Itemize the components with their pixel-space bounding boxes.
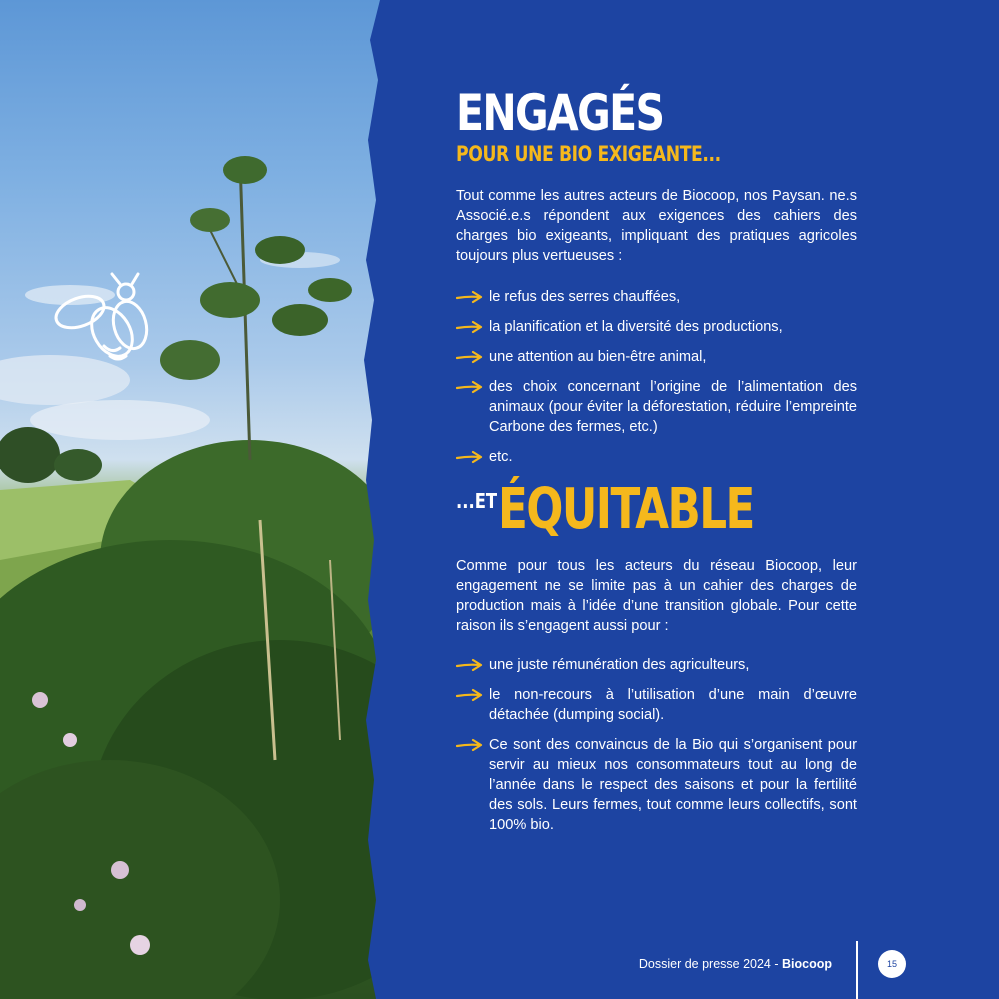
hedge-photo <box>0 0 400 999</box>
list-item-text: etc. <box>489 449 513 465</box>
list-item-text: le non-recours à l’utilisation d’une main d’œuvre détachée (dumping social). <box>489 687 857 723</box>
commitments-list <box>456 655 857 845</box>
arrow-icon <box>456 450 484 464</box>
list-item <box>456 655 857 675</box>
equitable-paragraph: Comme pour tous les acteurs du réseau Biocoop, leur engagement ne se limite pas à un cahier des charges de production mais à l’idée d’une transition globale. Pour cette raison ils s’engagent aussi pour : <box>456 558 857 634</box>
arrow-icon <box>456 320 484 334</box>
footer-divider <box>856 941 858 999</box>
torn-paper-edge <box>362 0 402 999</box>
footer-label <box>560 956 832 972</box>
arrow-icon <box>456 380 484 394</box>
list-item-text: la planification et la diversité des productions, <box>489 319 783 335</box>
section2-prefix: ...ET <box>456 489 498 513</box>
section-title: ENGAGÉS <box>456 84 664 142</box>
list-item <box>456 287 857 307</box>
list-item-text: Ce sont des convaincus de la Bio qui s’organisent pour servir au mieux nos consommateurs tout au long de l’année dans le respect des saisons et pour la fertilité des sols. Leurs fermes, tout comme leurs collectifs, sont 100% bio. <box>489 737 857 833</box>
intro-paragraph: Tout comme les autres acteurs de Biocoop, nos Paysan. ne.s Associé.e.s répondent aux exigences des cahiers des charges bio exigeants, impliquant des pratiques agricoles toujours plus vertueuses : <box>456 188 857 264</box>
section2-title: ÉQUITABLE <box>498 477 754 542</box>
arrow-icon <box>456 290 484 304</box>
arrow-icon <box>456 738 484 752</box>
list-item <box>456 377 857 437</box>
list-item <box>456 347 857 367</box>
requirements-list <box>456 287 857 477</box>
footer-text: Dossier de presse 2024 - <box>638 957 782 971</box>
list-item <box>456 317 857 337</box>
page-number: 15 <box>878 950 906 978</box>
arrow-icon <box>456 658 484 672</box>
list-item-text: des choix concernant l’origine de l’alimentation des animaux (pour éviter la déforestation, réduire l’empreinte Carbone des fermes, etc.) <box>489 379 857 435</box>
section-subtitle: POUR UNE BIO EXIGEANTE... <box>456 142 721 166</box>
list-item <box>456 735 857 835</box>
list-item <box>456 447 857 467</box>
arrow-icon <box>456 350 484 364</box>
footer-brand: Biocoop <box>782 957 832 971</box>
bee-icon <box>50 270 160 370</box>
list-item-text: une juste rémunération des agriculteurs, <box>489 657 750 673</box>
list-item <box>456 685 857 725</box>
list-item-text: le refus des serres chauffées, <box>489 289 681 305</box>
list-item-text: une attention au bien-être animal, <box>489 349 707 365</box>
hedge-photo-art <box>0 0 400 999</box>
arrow-icon <box>456 688 484 702</box>
